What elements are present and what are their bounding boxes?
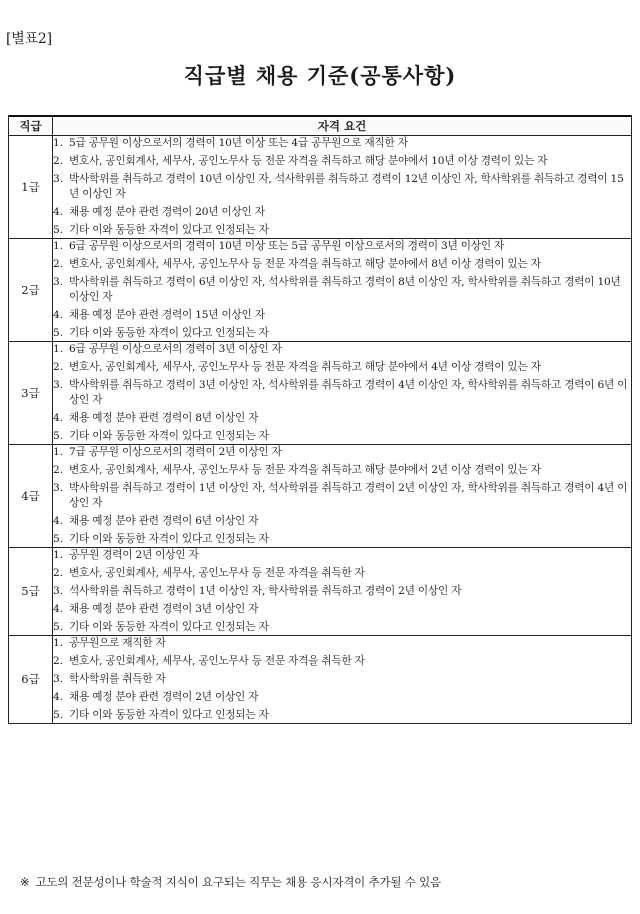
requirement-item	[53, 445, 631, 460]
requirement-item	[53, 429, 631, 444]
requirement-text: 기타 이와 동등한 자격이 있다고 인정되는 자	[69, 709, 269, 721]
requirement-number: 2.	[53, 464, 64, 476]
requirement-item	[53, 654, 631, 669]
requirement-number: 4.	[53, 309, 64, 321]
requirements-cell	[53, 239, 632, 342]
requirement-text: 박사학위를 취득하고 경력이 3년 이상인 자, 석사학위를 취득하고 경력이 4년 이상인 자, 학사학위를 취득하고 경력이 6년 이상인 자	[69, 379, 628, 406]
requirement-item	[53, 239, 631, 254]
requirement-item	[53, 308, 631, 323]
requirement-number: 5.	[53, 709, 64, 721]
requirement-item	[53, 672, 631, 687]
requirement-number: 3.	[53, 276, 64, 288]
requirement-text: 5급 공무원 이상으로서의 경력이 10년 이상 또는 4급 공무원으로 재직한 자	[69, 137, 408, 149]
requirement-number: 1.	[53, 637, 64, 649]
table-row	[9, 445, 632, 548]
requirement-number: 1.	[53, 240, 64, 252]
requirement-number: 4.	[53, 206, 64, 218]
requirement-item	[53, 481, 631, 511]
requirements-cell	[53, 636, 632, 724]
column-header-requirements: 자격 요건	[53, 116, 632, 136]
grade-cell: 5급	[9, 548, 53, 636]
requirement-text: 채용 예정 분야 관련 경력이 15년 이상인 자	[69, 309, 265, 321]
requirement-number: 2.	[53, 361, 64, 373]
requirement-text: 6급 공무원 이상으로서의 경력이 3년 이상인 자	[69, 343, 282, 355]
requirement-item	[53, 154, 631, 169]
requirement-item	[53, 463, 631, 478]
grade-cell: 6급	[9, 636, 53, 724]
requirement-item	[53, 411, 631, 426]
requirement-item	[53, 275, 631, 305]
requirement-item	[53, 708, 631, 723]
table-row	[9, 239, 632, 342]
requirement-number: 5.	[53, 430, 64, 442]
requirement-number: 1.	[53, 343, 64, 355]
requirement-text: 기타 이와 동등한 자격이 있다고 인정되는 자	[69, 327, 269, 339]
requirement-text: 6급 공무원 이상으로서의 경력이 10년 이상 또는 5급 공무원 이상으로서의 경력이 3년 이상인 자	[69, 240, 505, 252]
requirement-item	[53, 172, 631, 202]
requirement-text: 기타 이와 동등한 자격이 있다고 인정되는 자	[69, 621, 269, 633]
requirement-number: 5.	[53, 224, 64, 236]
page-title: 직급별 채용 기준(공통사항)	[183, 63, 457, 88]
requirements-cell	[53, 445, 632, 548]
requirements-cell	[53, 548, 632, 636]
requirement-item	[53, 326, 631, 341]
requirement-number: 5.	[53, 533, 64, 545]
table-row	[9, 548, 632, 636]
requirement-number: 5.	[53, 621, 64, 633]
requirement-number: 2.	[53, 567, 64, 579]
requirement-number: 3.	[53, 585, 64, 597]
requirement-number: 4.	[53, 603, 64, 615]
requirement-text: 채용 예정 분야 관련 경력이 2년 이상인 자	[69, 691, 259, 703]
requirement-number: 4.	[53, 515, 64, 527]
requirement-number: 5.	[53, 327, 64, 339]
requirement-number: 4.	[53, 691, 64, 703]
requirement-item	[53, 223, 631, 238]
requirement-text: 석사학위를 취득하고 경력이 1년 이상인 자, 학사학위를 취득하고 경력이 2년 이상인 자	[69, 585, 462, 597]
requirement-text: 채용 예정 분야 관련 경력이 20년 이상인 자	[69, 206, 265, 218]
requirement-item	[53, 360, 631, 375]
requirement-item	[53, 136, 631, 151]
requirement-number: 2.	[53, 155, 64, 167]
note-mark: ※	[20, 875, 30, 889]
requirement-text: 채용 예정 분야 관련 경력이 6년 이상인 자	[69, 515, 259, 527]
requirement-text: 변호사, 공인회계사, 세무사, 공인노무사 등 전문 자격을 취득하고 해당 분야에서 4년 이상 경력이 있는 자	[69, 361, 541, 373]
requirement-item	[53, 532, 631, 547]
table-row	[9, 636, 632, 724]
requirement-text: 7급 공무원 이상으로서의 경력이 2년 이상인 자	[69, 446, 282, 458]
requirement-text: 학사학위를 취득한 자	[69, 673, 166, 685]
requirement-text: 변호사, 공인회계사, 세무사, 공인노무사 등 전문 자격을 취득하고 해당 분야에서 10년 이상 경력이 있는 자	[69, 155, 548, 167]
requirement-text: 기타 이와 동등한 자격이 있다고 인정되는 자	[69, 224, 269, 236]
requirement-item	[53, 620, 631, 635]
requirement-text: 변호사, 공인회계사, 세무사, 공인노무사 등 전문 자격을 취득하고 해당 분야에서 8년 이상 경력이 있는 자	[69, 258, 541, 270]
requirement-text: 공무원 경력이 2년 이상인 자	[69, 549, 199, 561]
requirement-item	[53, 205, 631, 220]
requirement-number: 2.	[53, 258, 64, 270]
requirements-cell	[53, 342, 632, 445]
requirement-text: 변호사, 공인회계사, 세무사, 공인노무사 등 전문 자격을 취득한 자	[69, 655, 365, 667]
requirement-number: 1.	[53, 137, 64, 149]
grade-cell: 4급	[9, 445, 53, 548]
requirement-number: 3.	[53, 173, 64, 185]
requirement-item	[53, 514, 631, 529]
requirement-item	[53, 548, 631, 563]
requirement-item	[53, 690, 631, 705]
table-row	[9, 342, 632, 445]
requirement-text: 박사학위를 취득하고 경력이 1년 이상인 자, 석사학위를 취득하고 경력이 2년 이상인 자, 학사학위를 취득하고 경력이 4년 이상인 자	[69, 482, 628, 509]
table-row	[9, 136, 632, 239]
requirement-text: 채용 예정 분야 관련 경력이 3년 이상인 자	[69, 603, 259, 615]
requirement-text: 박사학위를 취득하고 경력이 10년 이상인 자, 석사학위를 취득하고 경력이 12년 이상인 자, 학사학위를 취득하고 경력이 15년 이상인 자	[69, 173, 624, 200]
requirement-number: 2.	[53, 655, 64, 667]
requirement-number: 1.	[53, 549, 64, 561]
table-body	[9, 136, 632, 724]
table-header-row	[9, 116, 632, 136]
requirement-item	[53, 584, 631, 599]
requirement-item	[53, 602, 631, 617]
requirement-text: 기타 이와 동등한 자격이 있다고 인정되는 자	[69, 430, 269, 442]
note-text: 고도의 전문성이나 학술적 지식이 요구되는 직무는 채용 응시자격이 추가될 수 있음	[35, 875, 441, 889]
requirement-item	[53, 636, 631, 651]
requirement-item	[53, 378, 631, 408]
requirement-text: 기타 이와 동등한 자격이 있다고 인정되는 자	[69, 533, 269, 545]
column-header-grade: 직급	[9, 116, 53, 136]
requirements-cell	[53, 136, 632, 239]
grade-cell: 3급	[9, 342, 53, 445]
requirement-number: 1.	[53, 446, 64, 458]
grade-cell: 1급	[9, 136, 53, 239]
grade-cell: 2급	[9, 239, 53, 342]
requirement-text: 박사학위를 취득하고 경력이 6년 이상인 자, 석사학위를 취득하고 경력이 8년 이상인 자, 학사학위를 취득하고 경력이 10년 이상인 자	[69, 276, 621, 303]
requirement-text: 변호사, 공인회계사, 세무사, 공인노무사 등 전문 자격을 취득한 자	[69, 567, 365, 579]
requirement-number: 4.	[53, 412, 64, 424]
requirement-item	[53, 342, 631, 357]
requirement-text: 공무원으로 재직한 자	[69, 637, 166, 649]
criteria-table	[8, 115, 632, 724]
requirement-number: 3.	[53, 379, 64, 391]
requirement-item	[53, 566, 631, 581]
requirement-text: 채용 예정 분야 관련 경력이 8년 이상인 자	[69, 412, 259, 424]
attachment-label: [별표2]	[6, 31, 52, 47]
requirement-text: 변호사, 공인회계사, 세무사, 공인노무사 등 전문 자격을 취득하고 해당 분야에서 2년 이상 경력이 있는 자	[69, 464, 541, 476]
requirement-item	[53, 257, 631, 272]
requirement-number: 3.	[53, 482, 64, 494]
requirement-number: 3.	[53, 673, 64, 685]
footnote	[20, 874, 441, 890]
